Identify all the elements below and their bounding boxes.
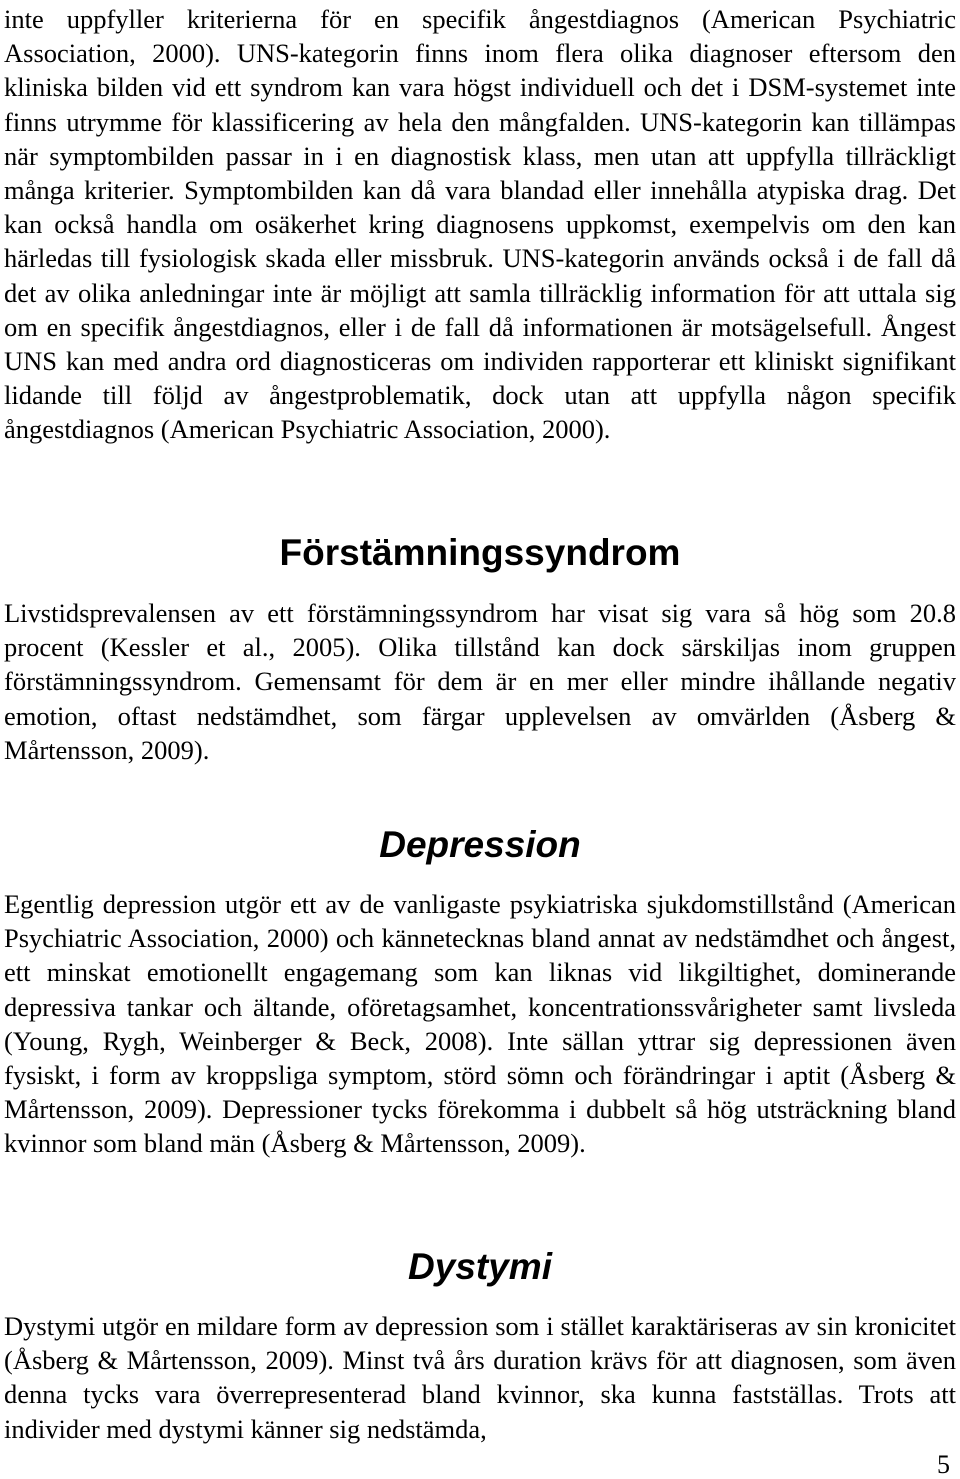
paragraph-depression: Egentlig depression utgör ett av de vanligaste psykiatriska sjukdomstillstånd (American Psychiatric Association, 2000) och kännetecknas bland annat av nedstämdhet och ångest, ett minskat emotionellt engagemang som kan liknas vid likgiltighet, dominerande depressiva tankar och ältande, oföretagsamhet, koncentrationssvårigheter samt livsleda (Young, Rygh, Weinberger & Beck, 2008). Inte sällan yttrar sig depressionen även fysiskt, i form av kroppsliga symptom, störd sömn och förändringar i aptit (Åsberg & Mårtensson, 2009). Depressioner tycks förekomma i dubbelt så hög utsträckning bland kvinnor som bland män (Åsberg & Mårtensson, 2009).: [4, 889, 956, 1159]
page-number: 5: [937, 1450, 950, 1479]
heading-dystymi: Dystymi: [408, 1246, 552, 1287]
paragraph-dystymi: Dystymi utgör en mildare form av depression som i stället karaktäriseras av sin kronicitet (Åsberg & Mårtensson, 2009). Minst två års duration krävs för att diagnosen, som även denna tycks vara överrepresenterad bland kvinnor, ska kunna fastställas. Trots att individer med dystymi känner sig nedstämda,: [4, 1311, 956, 1444]
heading-depression: Depression: [379, 824, 581, 865]
paragraph-forstamningssyndrom: Livstidsprevalensen av ett förstämningssyndrom har visat sig vara så hög som 20.8 procent (Kessler et al., 2005). Olika tillstånd kan dock särskiljas inom gruppen förstämningssyndrom. Gemensamt för dem är en mer eller mindre ihållande negativ emotion, oftast nedstämdhet, som färgar upplevelsen av omvärlden (Åsberg & Mårtensson, 2009).: [4, 598, 956, 765]
paragraph-uns-category: inte uppfyller kriterierna för en specifik ångestdiagnos (American Psychiatric Association, 2000). UNS-kategorin finns inom flera olika diagnoser eftersom den kliniska bilden vid ett syndrom kan vara högst individuell och det i DSM-systemet inte finns utrymme för klassificering av hela den mångfalden. UNS-kategorin kan tillämpas när symptombilden passar in i en diagnostisk klass, men utan att uppfylla tillräckligt många kriterier. Symptombilden kan då vara blandad eller innehålla atypiska drag. Det kan också handla om osäkerhet kring diagnosens uppkomst, exempelvis om den kan härledas till fysiologisk skada eller missbruk. UNS-kategorin används också i de fall då det av olika anledningar inte är möjligt att samla tillräcklig information för att uttala sig om en specifik ångestdiagnos, eller i de fall då informationen är motsägelsefull. Ångest UNS kan med andra ord diagnosticeras om individen rapporterar ett kliniskt signifikant lidande till följd av ångestproblematik, dock utan att uppfylla någon specifik ångestdiagnos (American Psychiatric Association, 2000).: [4, 4, 956, 445]
heading-forstamningssyndrom: Förstämningssyndrom: [279, 532, 681, 573]
